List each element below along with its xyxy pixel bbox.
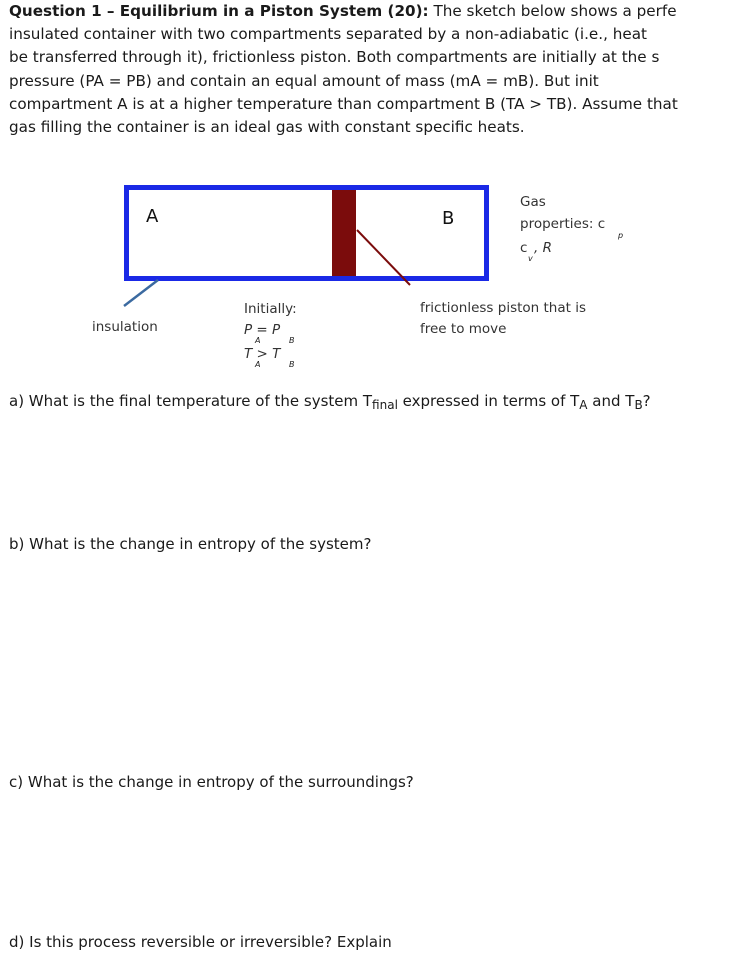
piston [332, 190, 356, 276]
statement-line-1 [9, 0, 742, 23]
part-a-end: ? [642, 392, 651, 410]
piston-description-line-1: frictionless piston that is [420, 300, 586, 316]
statement-line-1-rest: The sketch below shows a perfe [428, 2, 677, 20]
temperature-sub-b: B [289, 360, 295, 369]
gas-cp-subscript: p [618, 231, 624, 240]
part-a-middle: expressed in terms of T [397, 392, 580, 410]
problem-statement [9, 0, 742, 139]
part-a-final-subscript: final [372, 398, 398, 412]
compartment-a-label: A [146, 206, 159, 227]
part-c-question: c) What is the change in entropy of the surroundings? [9, 773, 414, 791]
question-heading: Question 1 – Equilibrium in a Piston System (20): [9, 2, 429, 20]
part-a-prefix: a) What is the final temperature of the system T [9, 392, 373, 410]
part-a-and: and T [587, 392, 635, 410]
part-a-sub-a: A [579, 398, 588, 412]
piston-description-line-2: free to move [420, 321, 507, 337]
gas-cv-symbol: c [520, 240, 528, 256]
part-d-question: d) Is this process reversible or irreversible? Explain [9, 933, 392, 951]
piston-diagram [0, 170, 742, 380]
statement-line-2: insulated container with two compartments separated by a non-adiabatic (i.e., heat [9, 25, 647, 44]
initially-label: Initially: [244, 301, 297, 317]
gas-r-symbol: , R [534, 240, 552, 256]
pressure-equality: P = P [244, 322, 281, 338]
part-a-question [9, 392, 651, 412]
statement-line-5: compartment A is at a higher temperature than compartment B (TA > TB). Assume that [9, 94, 678, 113]
compartment-b-label: B [442, 208, 455, 229]
part-a-sub-b: B [634, 398, 643, 412]
container-box [127, 188, 487, 279]
gas-properties-line-2: properties: c [520, 216, 606, 232]
temperature-sub-a: A [255, 360, 261, 369]
pressure-sub-a: A [255, 336, 261, 345]
pressure-sub-b: B [289, 336, 295, 345]
insulation-pointer-line [124, 280, 158, 306]
temperature-inequality: T > T [244, 346, 281, 362]
statement-line-4: pressure (PA = PB) and contain an equal amount of mass (mA = mB). But init [9, 71, 599, 90]
diagram-graphics [0, 170, 742, 380]
gas-properties-line-1: Gas [520, 194, 546, 210]
part-b-question: b) What is the change in entropy of the system? [9, 535, 372, 553]
statement-line-3: be transferred through it), frictionless piston. Both compartments are initially at the s [9, 48, 660, 67]
statement-line-6: gas filling the container is an ideal gas with constant specific heats. [9, 117, 525, 136]
insulation-label: insulation [92, 319, 158, 335]
gas-cv-subscript: v [528, 254, 533, 263]
